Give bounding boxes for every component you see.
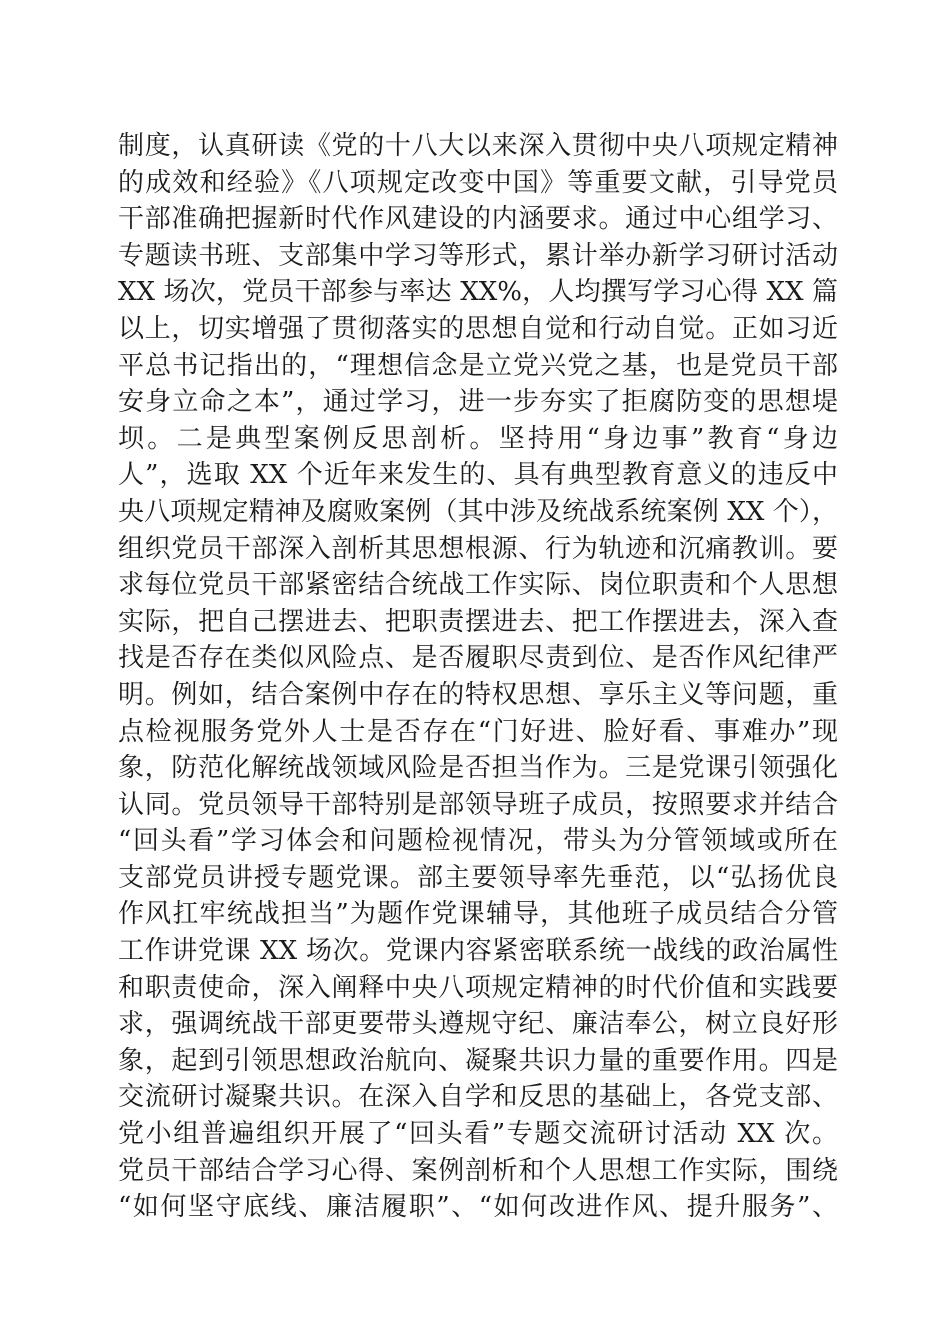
- text-line-24: 和职责使命，深入阐释中央八项规定精神的时代价值和实践要: [118, 972, 838, 1003]
- text-line-29: 党员干部结合学习心得、案例剖析和个人思想工作实际，围绕: [118, 1155, 838, 1186]
- text-line-30: “如何坚守底线、廉洁履职”、“如何改进作风、提升服务”、: [118, 1192, 838, 1223]
- text-line-20: “回头看”学习体会和问题检视情况，带头为分管领域或所在: [118, 826, 838, 857]
- text-line-19: 认同。党员领导干部特别是部领导班子成员，按照要求并结合: [118, 789, 838, 820]
- text-line-27: 交流研讨凝聚共识。在深入自学和反思的基础上，各党支部、: [118, 1082, 838, 1113]
- text-line-22: 作风扛牢统战担当”为题作党课辅导，其他班子成员结合分管: [118, 899, 838, 930]
- text-line-11: 央八项规定精神及腐败案例（其中涉及统战系统案例 XX 个），: [118, 496, 838, 527]
- text-line-26: 象，起到引领思想政治航向、凝聚共识力量的重要作用。四是: [118, 1045, 838, 1076]
- text-line-28: 党小组普遍组织开展了“回头看”专题交流研讨活动 XX 次。: [118, 1119, 838, 1150]
- text-line-18: 象，防范化解统战领域风险是否担当作为。三是党课引领强化: [118, 753, 838, 784]
- text-line-3: 干部准确把握新时代作风建设的内涵要求。通过中心组学习、: [118, 204, 838, 235]
- text-line-25: 求，强调统战干部更要带头遵规守纪、廉洁奉公，树立良好形: [118, 1009, 838, 1040]
- text-line-23: 工作讲党课 XX 场次。党课内容紧密联系统一战线的政治属性: [118, 936, 838, 967]
- text-line-6: 以上，切实增强了贯彻落实的思想自觉和行动自觉。正如习近: [118, 313, 838, 344]
- text-line-5: XX 场次，党员干部参与率达 XX%，人均撰写学习心得 XX 篇: [118, 277, 838, 308]
- text-line-16: 明。例如，结合案例中存在的特权思想、享乐主义等问题，重: [118, 679, 838, 710]
- text-line-15: 找是否存在类似风险点、是否履职尽责到位、是否作风纪律严: [118, 643, 838, 674]
- text-line-8: 安身立命之本”，通过学习，进一步夯实了拒腐防变的思想堤: [118, 387, 838, 418]
- text-line-14: 实际，把自己摆进去、把职责摆进去、把工作摆进去，深入查: [118, 606, 838, 637]
- text-line-4: 专题读书班、支部集中学习等形式，累计举办新学习研讨活动: [118, 240, 838, 271]
- text-line-21: 支部党员讲授专题党课。部主要领导率先垂范，以“弘扬优良: [118, 862, 838, 893]
- text-line-12: 组织党员干部深入剖析其思想根源、行为轨迹和沉痛教训。要: [118, 533, 838, 564]
- text-line-7: 平总书记指出的，“理想信念是立党兴党之基，也是党员干部: [118, 350, 838, 381]
- text-line-17: 点检视服务党外人士是否存在“门好进、脸好看、事难办”现: [118, 716, 838, 747]
- text-line-13: 求每位党员干部紧密结合统战工作实际、岗位职责和个人思想: [118, 570, 838, 601]
- text-line-2: 的成效和经验》《八项规定改变中国》等重要文献，引导党员: [118, 167, 838, 198]
- text-line-10: 人”，选取 XX 个近年来发生的、具有典型教育意义的违反中: [118, 460, 838, 491]
- text-line-9: 坝。二是典型案例反思剖析。坚持用“身边事”教育“身边: [118, 423, 838, 454]
- body-paragraph: [118, 128, 838, 1226]
- text-line-1: 制度，认真研读《党的十八大以来深入贯彻中央八项规定精神: [118, 131, 838, 161]
